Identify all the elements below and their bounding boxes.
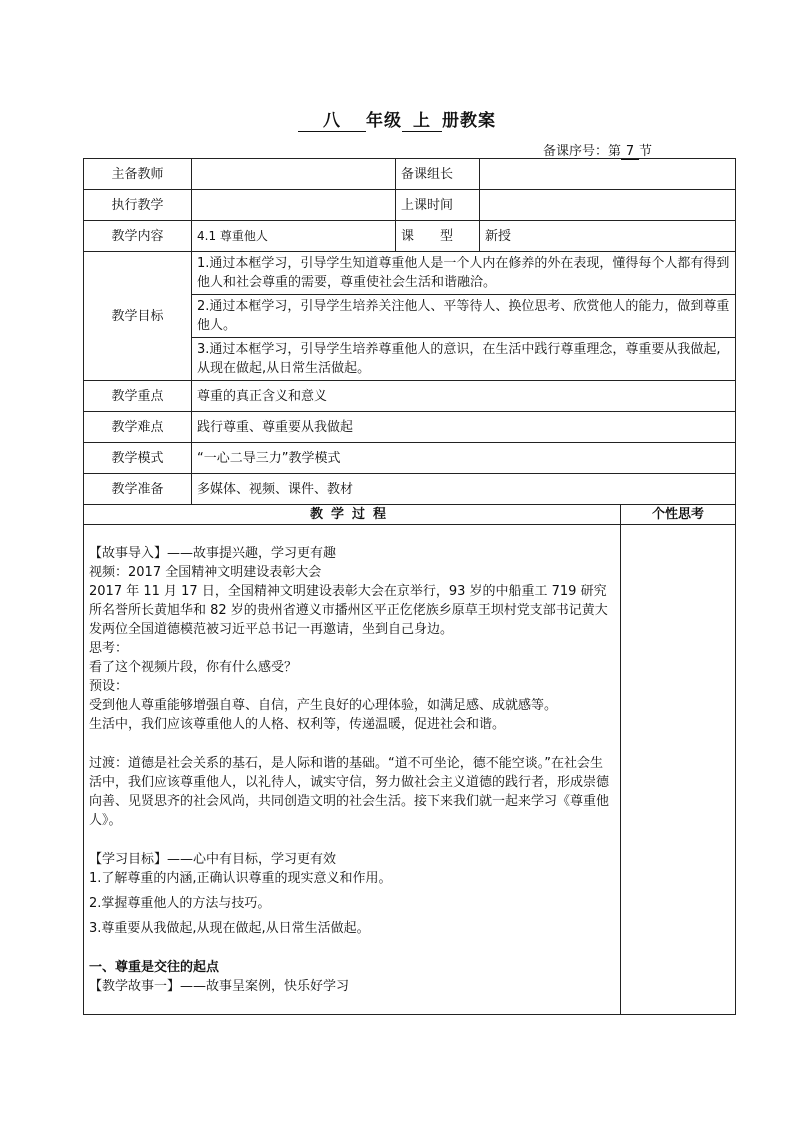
grade-value: 八	[298, 106, 366, 132]
goal-item-1: 1.通过本框学习，引导学生知道尊重他人是一个人内在修养的外在表现，懂得每个人都有得到他人和社会尊重的需要，尊重使社会生活和谐融洽。	[197, 256, 730, 290]
goals-label: 教学目标	[84, 252, 192, 381]
executing-label: 执行教学	[84, 190, 192, 221]
difficulties-label: 教学难点	[84, 412, 192, 443]
think-question: 看了这个视频片段，你有什么感受？	[89, 659, 298, 675]
spacer	[89, 938, 615, 958]
prep-label: 教学准备	[84, 474, 192, 505]
reflection-cell	[621, 525, 736, 1015]
lesson-number-suffix: 节	[638, 144, 652, 159]
content-value: 4.1 尊重他人	[192, 221, 396, 252]
term-value: 上	[402, 106, 442, 132]
lesson-number-prefix: 备课序号：第	[542, 144, 621, 159]
type-value: 新授	[480, 221, 736, 252]
content-label: 教学内容	[84, 221, 192, 252]
difficulties-value: 践行尊重、尊重要从我做起	[192, 412, 736, 443]
grade-suffix: 年级	[366, 111, 402, 131]
reflection-header: 个性思考	[621, 505, 736, 525]
teaching-story-one-heading: 【教学故事一】——故事呈案例，快乐好学习	[89, 978, 350, 994]
story-paragraph: 2017 年 11 月 17 日，全国精神文明建设表彰大会在京举行，93 岁的中船重工 719 研究所名誉所长黄旭华和 82 岁的贵州省遵义市播州区平正仡佬族乡原草王坝村党支部书记黄大发两位全国道德模范被习近平总书记一再邀请，坐到自己身边。	[89, 583, 608, 637]
lesson-plan-table	[83, 158, 736, 1015]
goal-item-3: 3.通过本框学习，引导学生培养尊重他人的意识，在生活中践行尊重理念，尊重要从我做起,从现在做起,从日常生活做起。	[192, 337, 735, 380]
lesson-number-value: 7	[621, 144, 639, 160]
process-header: 教学过程	[84, 505, 621, 525]
term-suffix: 册教案	[442, 111, 496, 131]
document-title	[0, 106, 794, 132]
prep-value: 多媒体、视频、课件、教材	[192, 474, 736, 505]
video-line: 视频：2017 全国精神文明建设表彰大会	[89, 564, 322, 580]
mode-value: “一心二导三力”教学模式	[192, 443, 736, 474]
goal-item-2: 2.通过本框学习，引导学生培养关注他人、平等待人、换位思考、欣赏他人的能力，做到尊重他人。	[192, 294, 735, 337]
learning-goal-2: 2.掌握尊重他人的方法与技巧。	[89, 895, 271, 911]
main-teacher-value	[192, 159, 396, 190]
class-time-label: 上课时间	[396, 190, 480, 221]
key-points-label: 教学重点	[84, 381, 192, 412]
group-leader-value	[480, 159, 736, 190]
preset-answer-2: 生活中，我们应该尊重他人的人格、权利等，传递温暖，促进社会和谐。	[89, 716, 506, 732]
preset-label: 预设：	[89, 678, 129, 694]
lesson-number	[543, 140, 652, 160]
goals-cell	[192, 252, 736, 381]
learning-goal-1: 1.了解尊重的内涵,正确认识尊重的现实意义和作用。	[89, 870, 392, 886]
type-label: 课 型	[396, 221, 480, 252]
key-points-value: 尊重的真正含义和意义	[192, 381, 736, 412]
executing-value	[192, 190, 396, 221]
think-label: 思考：	[89, 640, 129, 656]
spacer	[89, 830, 615, 850]
learning-goals-heading: 【学习目标】——心中有目标，学习更有效	[89, 851, 337, 867]
section-one-heading: 一、尊重是交往的起点	[89, 959, 220, 975]
learning-goal-3: 3.尊重要从我做起,从现在做起,从日常生活做起。	[89, 920, 370, 936]
group-leader-label: 备课组长	[396, 159, 480, 190]
main-teacher-label: 主备教师	[84, 159, 192, 190]
spacer	[89, 734, 615, 754]
class-time-value	[480, 190, 736, 221]
process-content	[84, 525, 621, 1015]
mode-label: 教学模式	[84, 443, 192, 474]
transition-paragraph: 过渡：道德是社会关系的基石，是人际和谐的基础。“道不可坐论，德不能空谈。”在社会生活中，我们应该尊重他人，以礼待人，诚实守信，努力做社会主义道德的践行者，形成崇德向善、见贤思齐的社会风尚，共同创造文明的社会生活。接下来我们就一起来学习《尊重他人》。	[89, 755, 610, 828]
preset-answer-1: 受到他人尊重能够增强自尊、自信，产生良好的心理体验，如满足感、成就感等。	[89, 697, 558, 713]
story-intro-heading: 【故事导入】——故事提兴趣，学习更有趣	[89, 545, 337, 561]
